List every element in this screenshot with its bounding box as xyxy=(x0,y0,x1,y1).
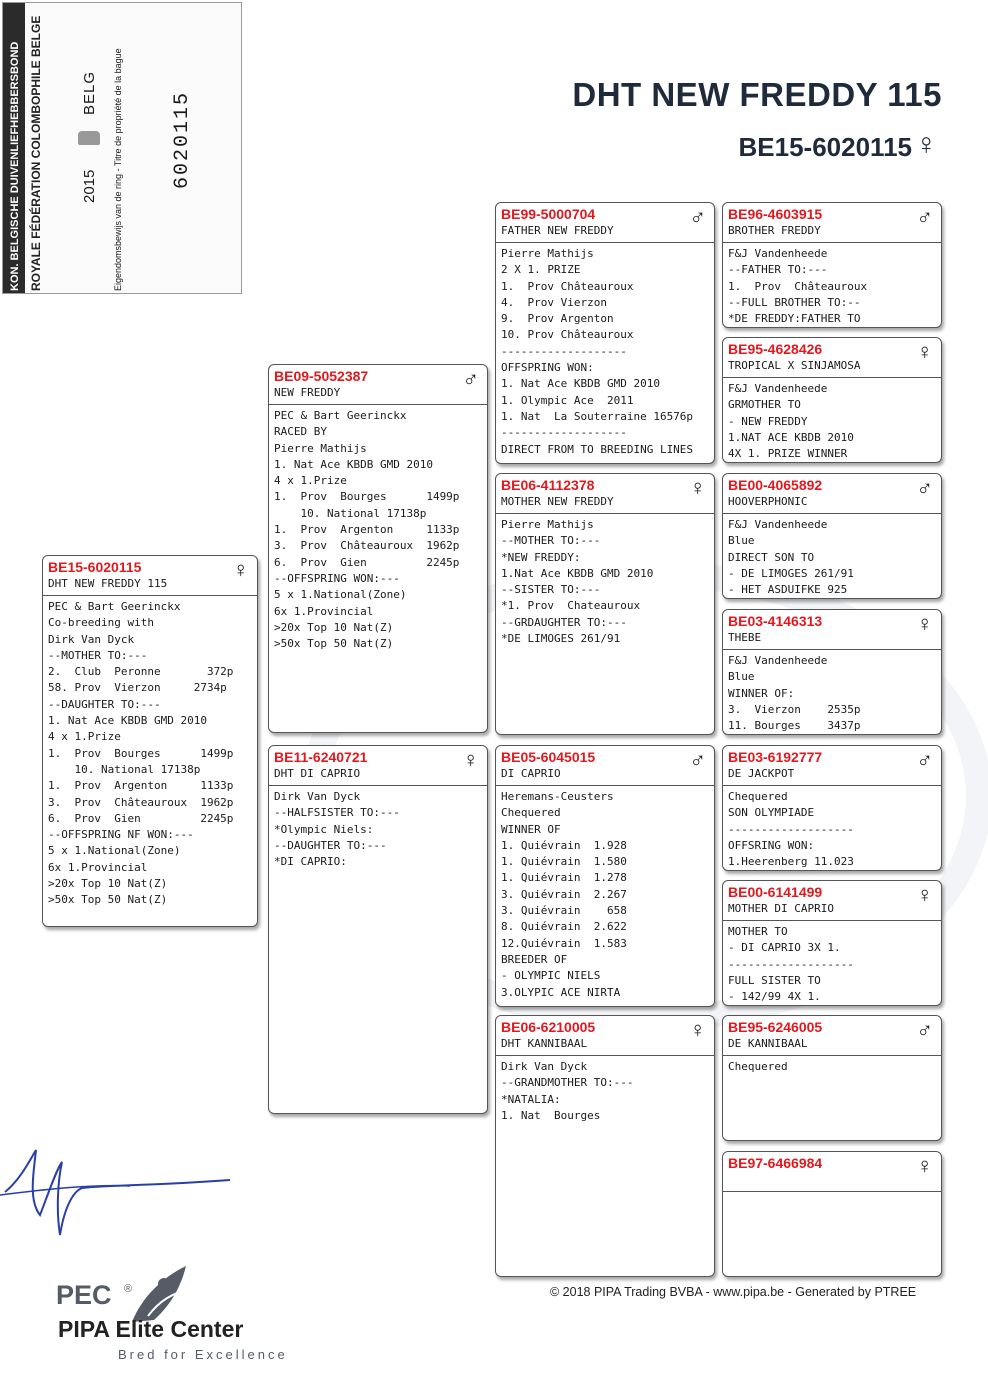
ring-number: BE96-4603915 xyxy=(728,206,823,222)
card-line: --DAUGHTER TO:--- xyxy=(48,697,161,711)
certificate-property-text: Eigendomsbewijs van de ring - Titre de propriété de la bague xyxy=(113,48,123,291)
card-header xyxy=(496,746,714,786)
card-line: 4 x 1.Prize xyxy=(274,474,347,488)
card-line: >50x Top 50 Nat(Z) xyxy=(274,637,394,651)
card-header xyxy=(723,338,941,378)
logo-pec: PEC xyxy=(56,1280,112,1310)
page-title: DHT NEW FREDDY 115 xyxy=(572,76,942,113)
card-line: Chequered xyxy=(501,806,561,820)
male-icon: ♂ xyxy=(916,204,933,229)
ring-number: BE09-5052387 xyxy=(274,368,369,384)
card-line: --SISTER TO:--- xyxy=(501,583,601,597)
certificate-year: 2015 xyxy=(81,169,98,203)
card-line: >20x Top 10 Nat(Z) xyxy=(48,877,168,891)
card-line: 1. Prov Argenton 1133p xyxy=(48,779,234,793)
ring-certificate xyxy=(2,2,242,294)
card-line: ------------------- xyxy=(501,426,627,440)
card-line: ------------------- xyxy=(728,822,854,836)
card-line: 2. Club Peronne 372p xyxy=(48,665,234,679)
card-line: BREEDER OF xyxy=(501,952,568,966)
card-line: 3.OLYPIC ACE NIRTA xyxy=(501,985,621,999)
female-icon: ♀ xyxy=(916,882,933,907)
card-line: 1. Nat Ace KBDB GMD 2010 xyxy=(501,377,660,391)
card-body xyxy=(269,786,487,873)
card-line: MOTHER TO xyxy=(728,925,788,938)
card-line: Chequered xyxy=(728,790,788,803)
card-line: 1. Prov Châteauroux xyxy=(501,279,634,293)
card-line: OFFSRING WON: xyxy=(728,838,815,852)
card-body xyxy=(723,786,941,871)
card-line: 6x 1.Provincial xyxy=(274,604,374,618)
pedigree-card-fff xyxy=(722,202,942,328)
card-line: 1.NAT ACE KBDB 2010 xyxy=(728,430,854,444)
ring-number: BE03-4146313 xyxy=(728,613,823,629)
card-line: Dirk Van Dyck xyxy=(48,632,135,646)
card-line: Pierre Mathijs xyxy=(501,518,594,531)
ring-number: BE00-4065892 xyxy=(728,477,823,493)
card-header xyxy=(43,556,257,596)
card-line: 12.Quiévrain 1.583 xyxy=(501,936,627,950)
card-line: F&J Vandenheede xyxy=(728,382,828,395)
card-line: ------------------- xyxy=(728,957,854,971)
ring-number: BE97-6466984 xyxy=(728,1155,823,1171)
ring-number: BE99-5000704 xyxy=(501,206,596,222)
card-line: OFFSPRING WON: xyxy=(501,361,594,375)
card-line: PEC & Bart Geerinckx xyxy=(48,600,181,613)
card-line: RACED BY xyxy=(274,425,327,439)
card-line: --OFFSPRING NF WON:--- xyxy=(48,828,194,842)
card-body xyxy=(496,243,714,461)
female-icon: ♀ xyxy=(916,339,933,364)
card-header xyxy=(723,1016,941,1056)
bird-name: DHT KANNIBAAL xyxy=(501,1037,588,1050)
card-line: 5 x 1.National(Zone) xyxy=(48,844,181,858)
bird-name: MOTHER NEW FREDDY xyxy=(501,495,614,508)
card-body xyxy=(723,1192,941,1198)
ring-number: BE05-6045015 xyxy=(501,749,596,765)
card-line: 1. Prov Bourges 1499p xyxy=(274,490,460,504)
card-line: ------------------- xyxy=(501,344,627,358)
card-line: Heremans-Ceusters xyxy=(501,790,614,803)
bird-name: NEW FREDDY xyxy=(274,386,341,399)
card-line: --GRANDMOTHER TO:--- xyxy=(501,1076,634,1090)
card-header xyxy=(723,746,941,786)
ring-number: BE95-6246005 xyxy=(728,1019,823,1035)
female-icon: ♀ xyxy=(232,557,249,582)
signature-image xyxy=(0,1140,240,1250)
card-header xyxy=(496,1016,714,1056)
page-subtitle-ring: BE15-6020115 xyxy=(738,132,912,162)
bird-name: DHT DI CAPRIO xyxy=(274,767,361,780)
bird-name: DE KANNIBAAL xyxy=(728,1037,808,1050)
card-line: 6. Prov Gien 2245p xyxy=(274,555,460,569)
card-line: - OLYMPIC NIELS xyxy=(501,969,601,983)
card-line: 3. Quiévrain 2.267 xyxy=(501,887,627,901)
card-line: --HALFSISTER TO:--- xyxy=(274,806,400,820)
footer-copyright: © 2018 PIPA Trading BVBA - www.pipa.be - Generated by PTREE xyxy=(550,1285,917,1299)
card-line: Dirk Van Dyck xyxy=(501,1060,588,1073)
ring-number: BE03-6192777 xyxy=(728,749,823,765)
card-line: 3. Prov Châteauroux 1962p xyxy=(274,539,460,553)
card-body xyxy=(269,405,487,655)
female-icon: ♀ xyxy=(916,611,933,636)
card-line: F&J Vandenheede xyxy=(728,247,828,260)
card-line: 9. Prov Argenton xyxy=(501,312,614,326)
card-line: --MOTHER TO:--- xyxy=(48,648,148,662)
pedigree-card-mfm xyxy=(722,880,942,1006)
card-body xyxy=(496,1056,714,1127)
card-line: - 142/99 4X 1. xyxy=(728,990,821,1004)
card-line: PEC & Bart Geerinckx xyxy=(274,409,407,422)
card-header xyxy=(723,1152,941,1192)
card-body xyxy=(496,514,714,650)
card-line: 58. Prov Vierzon 2734p xyxy=(48,681,227,695)
card-header xyxy=(723,474,941,514)
pedigree-card-fmm xyxy=(722,609,942,735)
pedigree-card-mother-father xyxy=(495,745,715,1007)
card-line: 1. Nat La Souterraine 16576p xyxy=(501,409,694,423)
card-line: 10. National 17138p xyxy=(274,506,427,520)
card-line: 10. National 17138p xyxy=(48,762,201,776)
card-line: DIRECT FROM TO BREEDING LINES xyxy=(501,442,694,456)
card-line: --GRDAUGHTER TO:--- xyxy=(501,615,627,629)
card-line: *DE LIMOGES 261/91 xyxy=(501,632,621,646)
card-line: *Olympic Niels: xyxy=(274,822,374,836)
card-line: DIRECT SON TO xyxy=(728,550,815,564)
card-body xyxy=(723,921,941,1006)
bird-name: HOOVERPHONIC xyxy=(728,495,808,508)
card-line: --MOTHER TO:--- xyxy=(501,534,601,548)
card-line: 1. Quiévrain 1.580 xyxy=(501,855,627,869)
card-line: WINNER OF xyxy=(501,822,561,836)
card-line: Blue xyxy=(728,670,755,684)
ring-number: BE06-4112378 xyxy=(501,477,595,493)
male-icon: ♂ xyxy=(916,1017,933,1042)
card-line: 1.Nat Ace KBDB GMD 2010 xyxy=(501,566,654,580)
card-line: Chequered xyxy=(728,1060,788,1073)
card-line: *NEW FREDDY: xyxy=(501,550,581,564)
ring-number: BE00-6141499 xyxy=(728,884,823,900)
card-line: Pierre Mathijs xyxy=(274,441,367,455)
card-line: *1. Prov Chateauroux xyxy=(501,599,641,613)
card-line: 1. Quiévrain 1.278 xyxy=(501,871,627,885)
pedigree-card-subject xyxy=(42,555,258,927)
card-header xyxy=(269,365,487,405)
card-line: 1. Nat Ace KBDB GMD 2010 xyxy=(274,457,433,471)
card-line: WINNER OF: xyxy=(728,686,795,700)
card-header xyxy=(723,610,941,650)
pedigree-card-mmf xyxy=(722,1015,942,1141)
card-line: 1.Heerenberg 11.023 xyxy=(728,855,854,869)
card-line: SON OLYMPIADE xyxy=(728,806,815,820)
card-line: 1. Olympic Ace 2011 xyxy=(501,393,634,407)
bird-name: DI CAPRIO xyxy=(501,767,561,780)
female-icon: ♀ xyxy=(462,747,479,772)
card-line: Dirk Van Dyck xyxy=(274,790,361,803)
card-body xyxy=(496,786,714,1004)
card-line: 1. Quiévrain 1.928 xyxy=(501,838,627,852)
card-line: GRMOTHER TO xyxy=(728,398,801,412)
male-icon: ♂ xyxy=(689,747,706,772)
female-icon: ♀ xyxy=(915,128,938,161)
pedigree-card-mother xyxy=(268,745,488,1114)
card-line: 6x 1.Provincial xyxy=(48,860,148,874)
ring-number: BE06-6210005 xyxy=(501,1019,596,1035)
card-line: 2 X 1. PRIZE xyxy=(501,263,581,277)
card-line: *DE FREDDY:FATHER TO xyxy=(728,312,861,326)
bird-name: FATHER NEW FREDDY xyxy=(501,224,614,237)
card-line: F&J Vandenheede xyxy=(728,654,828,667)
pedigree-card-father xyxy=(268,364,488,733)
bird-name: DE JACKPOT xyxy=(728,767,795,780)
card-line: --OFFSPRING WON:--- xyxy=(274,571,400,585)
pedigree-card-father-father xyxy=(495,202,715,464)
logo-tagline: Bred for Excellence xyxy=(118,1347,288,1362)
ring-number: BE15-6020115 xyxy=(48,559,142,575)
bird-name: DHT NEW FREDDY 115 xyxy=(48,577,168,590)
card-line: Blue xyxy=(728,534,755,548)
card-line: 10. Prov Châteauroux xyxy=(501,328,634,342)
pedigree-card-fmf xyxy=(722,473,942,599)
card-header xyxy=(723,881,941,921)
ring-number: BE95-4628426 xyxy=(728,341,823,357)
card-line: --FULL BROTHER TO:-- xyxy=(728,295,861,309)
card-line: - NEW FREDDY xyxy=(728,414,808,428)
bird-name: BROTHER FREDDY xyxy=(728,224,821,237)
card-line: --FATHER TO:--- xyxy=(728,263,828,277)
card-line: - HET ASDUIFKE 925 xyxy=(728,583,848,597)
bird-name: TROPICAL X SINJAMOSA xyxy=(728,359,861,372)
card-line: Pierre Mathijs xyxy=(501,247,594,260)
pedigree-card-mff xyxy=(722,745,942,871)
pedigree-card-father-mother xyxy=(495,473,715,735)
card-line: 1. Prov Argenton 1133p xyxy=(274,523,460,537)
card-line: >50x Top 50 Nat(Z) xyxy=(48,893,168,907)
bird-name: MOTHER DI CAPRIO xyxy=(728,902,834,915)
pedigree-card-ffm xyxy=(722,337,942,463)
card-body xyxy=(723,243,941,328)
card-line: 6. Prov Gien 2245p xyxy=(48,811,234,825)
card-header xyxy=(269,746,487,786)
card-line: 3. Quiévrain 658 xyxy=(501,904,627,918)
card-line: Co-breeding with xyxy=(48,616,154,630)
card-line: 11. Bourges 3437p xyxy=(728,719,861,733)
pedigree-card-mmm xyxy=(722,1151,942,1277)
card-line: 1. Prov Bourges 1499p xyxy=(48,746,234,760)
card-line: - DI CAPRIO 3X 1. xyxy=(728,941,841,955)
card-line: >20x Top 10 Nat(Z) xyxy=(274,620,394,634)
logo-name: PIPA Elite Center xyxy=(58,1316,244,1342)
card-body xyxy=(723,650,941,735)
card-body xyxy=(723,514,941,599)
card-line: 1. Prov Châteauroux xyxy=(728,279,868,293)
card-header xyxy=(723,203,941,243)
card-line: 1. Nat Bourges xyxy=(501,1108,601,1122)
male-icon: ♂ xyxy=(916,475,933,500)
card-line: FULL SISTER TO xyxy=(728,973,821,987)
card-line: - DE LIMOGES 261/91 xyxy=(728,566,854,580)
certificate-ring-number: 6020115 xyxy=(171,90,194,189)
card-line: 8. Quiévrain 2.622 xyxy=(501,920,627,934)
card-line: *NATALIA: xyxy=(501,1092,561,1106)
card-body xyxy=(43,596,257,912)
card-line: --DAUGHTER TO:--- xyxy=(274,838,387,852)
ring-number: BE11-6240721 xyxy=(274,749,368,765)
male-icon: ♂ xyxy=(462,366,479,391)
card-line: 3. Vierzon 2535p xyxy=(728,702,861,716)
card-header xyxy=(496,474,714,514)
female-icon: ♀ xyxy=(689,475,706,500)
card-header xyxy=(496,203,714,243)
male-icon: ♂ xyxy=(916,747,933,772)
logo-registered: ® xyxy=(124,1283,133,1295)
card-line: 1. Nat Ace KBDB GMD 2010 xyxy=(48,714,207,728)
card-line: 3. Prov Châteauroux 1962p xyxy=(48,795,234,809)
bird-name: THEBE xyxy=(728,631,762,644)
female-icon: ♀ xyxy=(689,1017,706,1042)
certificate-country: BELG xyxy=(81,70,98,115)
card-line: 4 x 1.Prize xyxy=(48,730,121,744)
card-line: 4. Prov Vierzon xyxy=(501,295,607,309)
card-body xyxy=(723,1056,941,1078)
card-line: *DI CAPRIO: xyxy=(274,855,347,869)
card-line: 5 x 1.National(Zone) xyxy=(274,588,407,602)
card-line: 4X 1. PRIZE WINNER xyxy=(728,447,848,461)
pedigree-card-mother-mother xyxy=(495,1015,715,1277)
male-icon: ♂ xyxy=(689,204,706,229)
certificate-org-nl: KON. BELGISCHE DUIVENLIEFHEBBERSBOND xyxy=(9,41,21,291)
crown-icon xyxy=(78,131,100,145)
card-body xyxy=(723,378,941,463)
card-line: F&J Vandenheede xyxy=(728,518,828,531)
certificate-org-fr: ROYALE FÉDÉRATION COLOMBOPHILE BELGE xyxy=(29,15,43,291)
female-icon: ♀ xyxy=(916,1153,933,1178)
